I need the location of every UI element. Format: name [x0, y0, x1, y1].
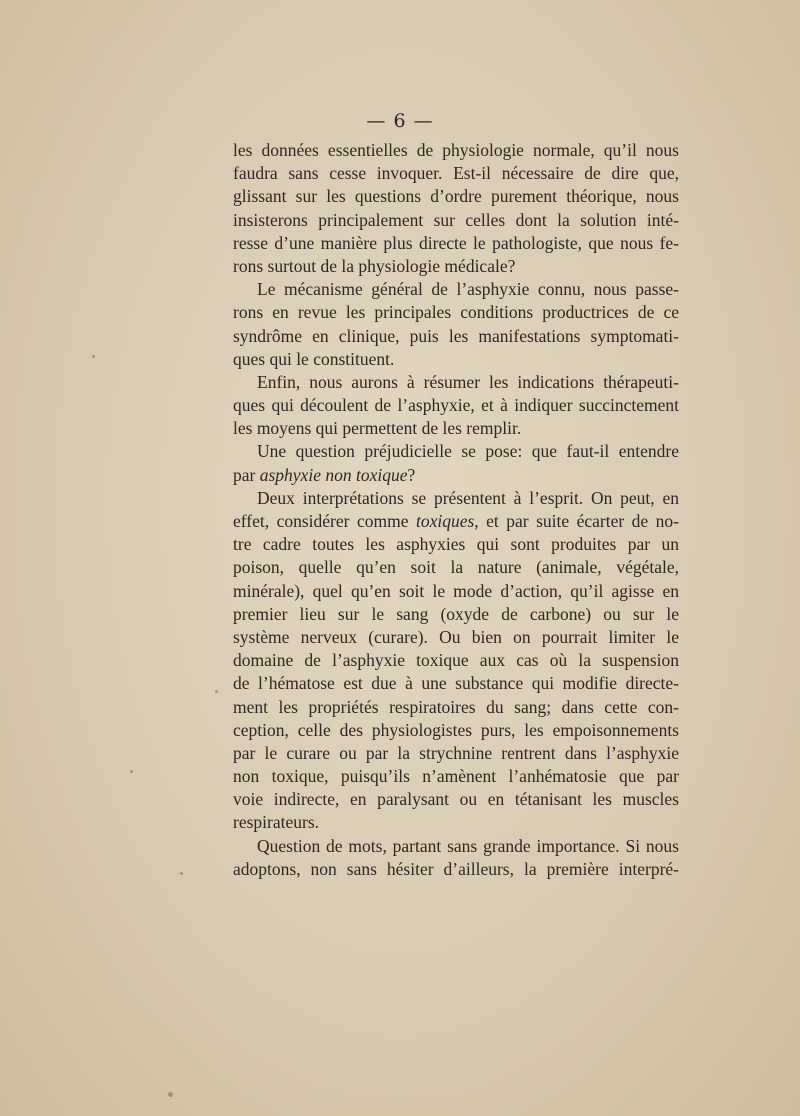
text-line: resse d’une manière plus directe le pathologiste, que nous fe- [233, 232, 679, 253]
body-text [233, 139, 679, 881]
text-line: système nerveux (curare). Ou bien on pourrait limiter le [233, 626, 679, 647]
text-line: les données essentielles de physiologie normale, qu’il nous [233, 140, 679, 160]
italic-term: toxiques [415, 511, 475, 531]
text-line: premier lieu sur le sang (oxyde de carbone) ou sur le [233, 603, 679, 624]
text-line: les moyens qui permettent de les remplir. [233, 418, 522, 439]
text-line: glissant sur les questions d’ordre purement théorique, nous [233, 186, 679, 207]
text-line-prefix: effet, considérer comme [233, 511, 416, 531]
text-line: rons en revue les principales conditions productrices de ce [233, 302, 679, 323]
text-line: respirateurs. [233, 812, 320, 833]
text-line: Le mécanisme général de l’asphyxie connu, nous passe- [257, 279, 679, 300]
text-line: rons surtout de la physiologie médicale? [233, 255, 516, 276]
text-line-suffix: ? [407, 464, 416, 485]
text-line [233, 464, 679, 487]
text-line: ques qui découlent de l’asphyxie, et à indiquer succinctement [233, 395, 679, 416]
text-line: voie indirecte, en paralysant ou en tétanisant les muscles [233, 789, 679, 810]
text-line: insisterons principalement sur celles dont la solution inté- [233, 209, 679, 230]
text-line: Question de mots, partant sans grande importance. Si nous [257, 835, 679, 856]
paper-speck [92, 355, 95, 358]
text-line: par le curare ou par la strychnine rentrent dans l’asphyxie [233, 742, 679, 763]
paper-speck [215, 690, 218, 693]
text-line: non toxique, puisqu’ils n’amènent l’anhématosie que par [233, 766, 679, 787]
text-line: Une question préjudicielle se pose: que faut-il entendre [257, 441, 679, 462]
text-line: poison, quelle qu’en soit la nature (animale, végétale, [233, 557, 679, 578]
text-line: Enfin, nous aurons à résumer les indications thérapeuti- [257, 371, 679, 392]
text-line: adoptons, non sans hésiter d’ailleurs, la première interpré- [233, 858, 679, 879]
text-line: domaine de l’asphyxie toxique aux cas où la suspension [233, 650, 679, 671]
text-line: ment les propriétés respiratoires du sang; dans cette con- [233, 696, 679, 717]
text-line: faudra sans cesse invoquer. Est-il nécessaire de dire que, [233, 163, 679, 184]
text-line-suffix: , et par suite écarter de no- [474, 511, 679, 531]
paper-speck [130, 770, 133, 773]
paper-speck [168, 1092, 173, 1097]
text-line: ception, celle des physiologistes purs, les empoisonnements [233, 719, 679, 740]
text-line: de l’hématose est due à une substance qui modifie directe- [233, 673, 679, 694]
text-line: Deux interprétations se présentent à l’esprit. On peut, en [257, 487, 679, 508]
page-number: — 6 — [366, 110, 434, 132]
text-line: minérale), quel qu’en soit le mode d’action, qu’il agisse en [233, 580, 679, 601]
text-line: ques qui le constituent. [233, 348, 395, 369]
text-line-prefix: par [233, 464, 260, 485]
italic-term: asphyxie non toxique [259, 464, 408, 485]
paper-speck [180, 872, 183, 875]
text-line [233, 510, 679, 533]
text-line: syndrôme en clinique, puis les manifestations symptomati- [233, 325, 679, 346]
text-line: tre cadre toutes les asphyxies qui sont produites par un [233, 534, 679, 555]
